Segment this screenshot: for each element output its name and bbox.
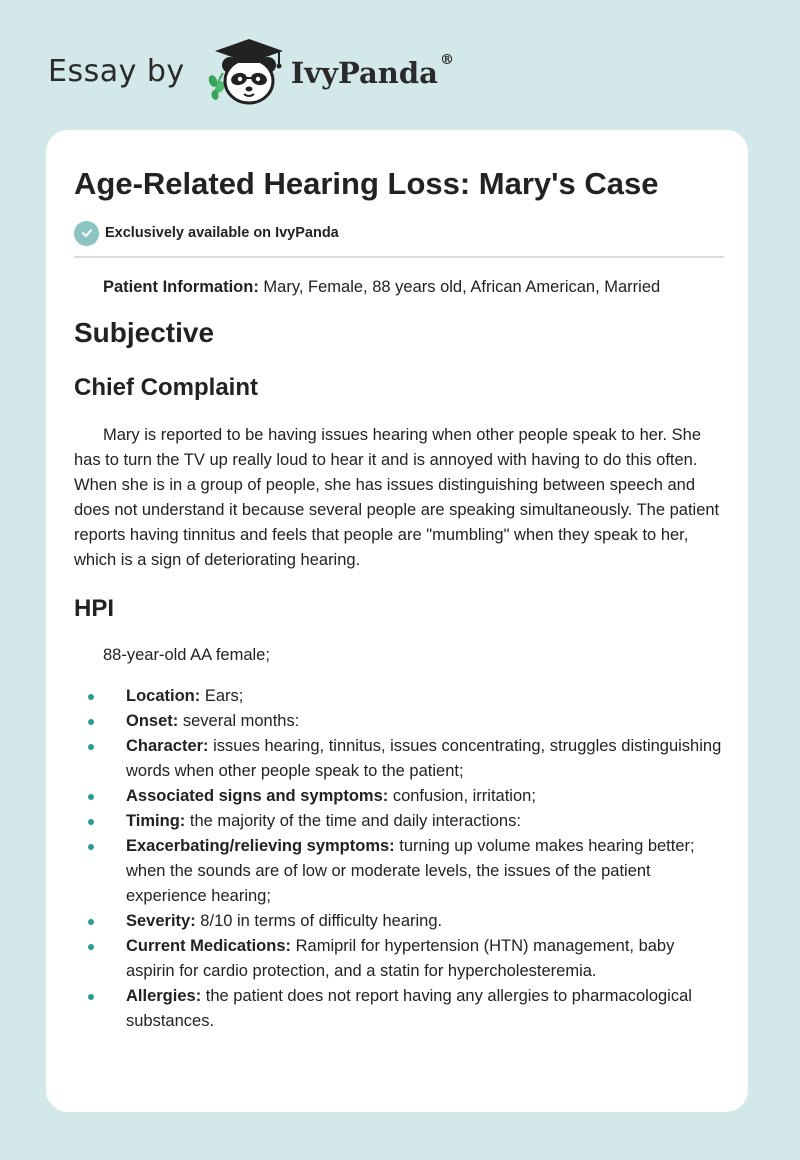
list-item bbox=[74, 784, 724, 809]
panda-graduate-icon[interactable] bbox=[203, 35, 289, 107]
site-header bbox=[48, 36, 454, 106]
check-circle-icon bbox=[74, 221, 99, 246]
hpi-item-text: Ramipril for hypertension (HTN) management, baby aspirin for cardio protection, and a statin for hypercholesteremia. bbox=[126, 937, 675, 980]
list-item bbox=[74, 809, 724, 834]
hpi-item-label: Timing: bbox=[126, 812, 186, 830]
hpi-item-text: the patient does not report having any allergies to pharmacological substances. bbox=[126, 987, 692, 1030]
hpi-item-label: Associated signs and symptoms: bbox=[126, 787, 389, 805]
essay-by-label: Essay by bbox=[48, 53, 185, 89]
hpi-intro: 88-year-old AA female; bbox=[103, 646, 270, 664]
chief-complaint-heading: Chief Complaint bbox=[74, 374, 258, 401]
brand-name[interactable]: IvyPanda ® bbox=[290, 52, 454, 90]
hpi-item-label: Severity: bbox=[126, 912, 196, 930]
essay-title: Age-Related Hearing Loss: Mary's Case bbox=[74, 166, 659, 201]
patient-information bbox=[74, 275, 724, 300]
hpi-item-text: several months: bbox=[178, 712, 300, 730]
list-item bbox=[74, 734, 724, 784]
hpi-item-text: turning up volume makes hearing better; when the sounds are of low or moderate levels, the issues of the patient experience hearing; bbox=[126, 837, 695, 905]
chief-complaint-paragraph: Mary is reported to be having issues hearing when other people speak to her. She has to turn the TV up really loud to hear it and is annoyed with having to do this often. When she is in a group of people, she has issues distinguishing between speech and does not understand it because several people are speaking simultaneously. The patient reports having tinnitus and feels that people are "mumbling" when they speak to her, which is a sign of deteriorating hearing. bbox=[74, 426, 720, 569]
patient-information-label: Patient Information: bbox=[103, 278, 259, 296]
title-divider bbox=[74, 256, 724, 258]
hpi-item-text: issues hearing, tinnitus, issues concentrating, struggles distinguishing words when other people speak to the patient; bbox=[126, 737, 722, 780]
bullet-icon bbox=[88, 794, 94, 800]
hpi-item-label: Allergies: bbox=[126, 987, 202, 1005]
bullet-icon bbox=[88, 819, 94, 825]
hpi-item-text: Ears; bbox=[200, 687, 244, 705]
hpi-item-label: Character: bbox=[126, 737, 209, 755]
hpi-list bbox=[74, 684, 724, 1034]
essay-card bbox=[46, 130, 748, 1112]
hpi-item-label: Current Medications: bbox=[126, 937, 292, 955]
essay-content bbox=[74, 164, 724, 1034]
hpi-heading: HPI bbox=[74, 595, 115, 622]
hpi-item-text: 8/10 in terms of difficulty hearing. bbox=[195, 912, 443, 930]
bullet-icon bbox=[88, 919, 94, 925]
list-item bbox=[74, 934, 724, 984]
hpi-item-label: Exacerbating/relieving symptoms: bbox=[126, 837, 395, 855]
hpi-item-text: confusion, irritation; bbox=[388, 787, 536, 805]
list-item bbox=[74, 684, 724, 709]
list-item bbox=[74, 909, 724, 934]
hpi-item-label: Location: bbox=[126, 687, 201, 705]
bullet-icon bbox=[88, 844, 94, 850]
list-item bbox=[74, 984, 724, 1034]
registered-mark: ® bbox=[439, 52, 454, 68]
bullet-icon bbox=[88, 994, 94, 1000]
list-item bbox=[74, 834, 724, 909]
list-item bbox=[74, 709, 724, 734]
section-subjective-heading: Subjective bbox=[74, 317, 215, 348]
hpi-item-label: Onset: bbox=[126, 712, 179, 730]
exclusive-badge bbox=[74, 220, 724, 246]
bullet-icon bbox=[88, 944, 94, 950]
bullet-icon bbox=[88, 694, 94, 700]
bullet-icon bbox=[88, 719, 94, 725]
bullet-icon bbox=[88, 744, 94, 750]
exclusive-badge-text: Exclusively available on IvyPanda bbox=[105, 225, 339, 241]
patient-information-value: Mary, Female, 88 years old, African American, Married bbox=[258, 278, 661, 296]
hpi-item-text: the majority of the time and daily interactions: bbox=[185, 812, 521, 830]
